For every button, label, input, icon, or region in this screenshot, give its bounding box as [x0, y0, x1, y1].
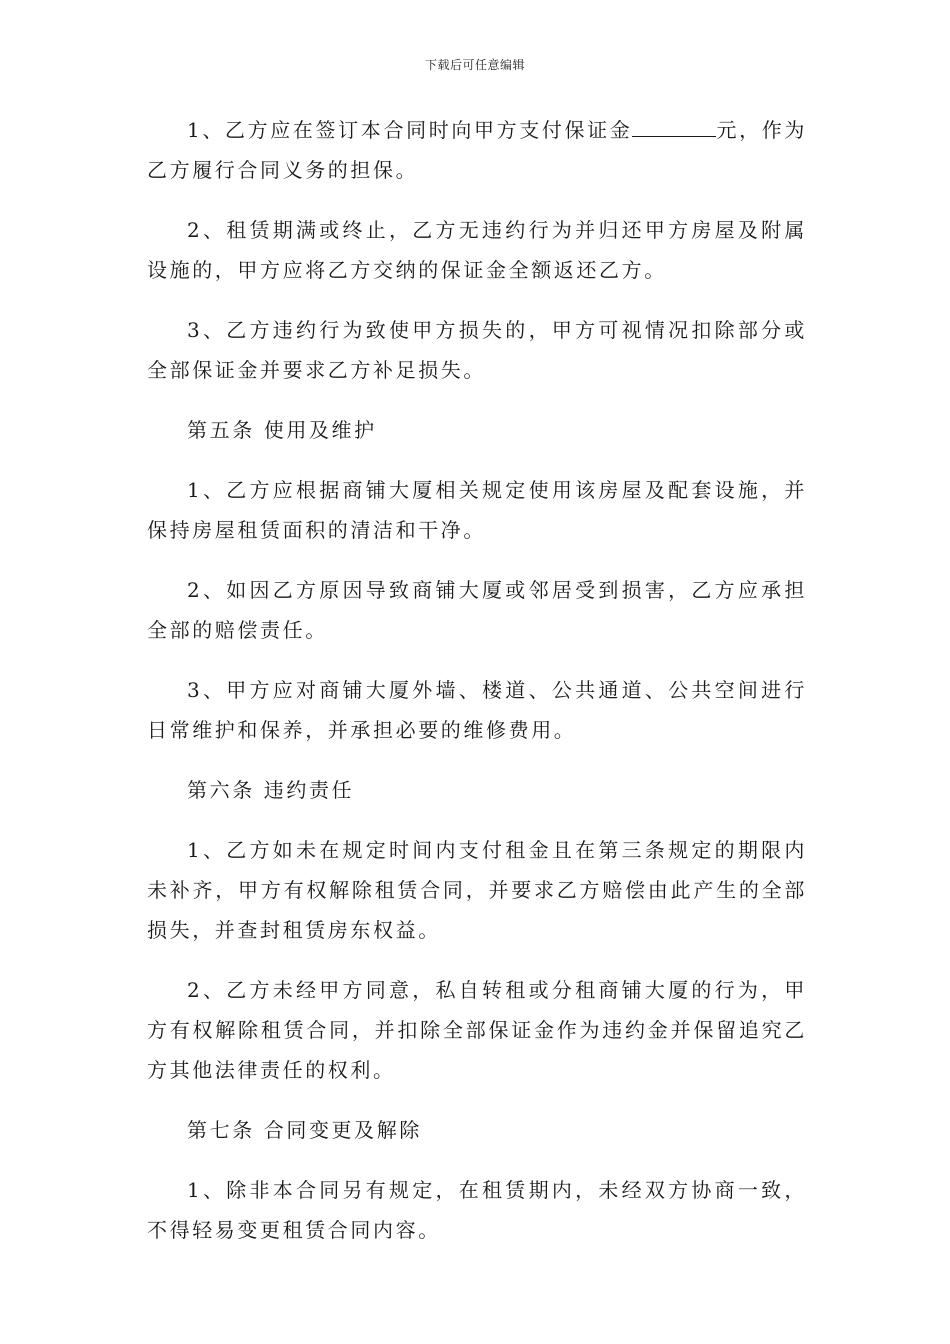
article-7-title: 第七条 合同变更及解除 — [187, 1118, 422, 1142]
deposit-amount-blank — [632, 114, 716, 137]
article-6-clause-2: 2、乙方未经甲方同意，私自转租或分租商铺大厦的行为，甲方有权解除租赁合同，并扣除全部保证金作为违约金并保留追究乙方其他法律责任的权利。 — [147, 978, 807, 1082]
article-5-clause-2: 2、如因乙方原因导致商铺大厦或邻居受到损害，乙方应承担全部的赔偿责任。 — [147, 578, 807, 642]
deposit-clause-1-after: 元，作为乙方履行合同义务的担保。 — [147, 118, 807, 182]
deposit-clause-1 — [147, 110, 807, 190]
article-5-clause-3: 3、甲方应对商铺大厦外墙、楼道、公共通道、公共空间进行日常维护和保养，并承担必要的维修费用。 — [147, 678, 807, 742]
page-header: 下载后可任意编辑 — [424, 58, 525, 72]
article-6-clause-1: 1、乙方如未在规定时间内支付租金且在第三条规定的期限内未补齐，甲方有权解除租赁合同，并要求乙方赔偿由此产生的全部损失，并查封租赁房东权益。 — [147, 838, 807, 942]
deposit-clause-1-before: 1、乙方应在签订本合同时向甲方支付保证金 — [187, 118, 633, 142]
article-5-clause-1: 1、乙方应根据商铺大厦相关规定使用该房屋及配套设施，并保持房屋租赁面积的清洁和干净。 — [147, 478, 807, 542]
document-body — [147, 110, 807, 1270]
article-6-title: 第六条 违约责任 — [187, 778, 355, 802]
deposit-clause-3: 3、乙方违约行为致使甲方损失的，甲方可视情况扣除部分或全部保证金并要求乙方补足损失。 — [147, 318, 807, 382]
article-5-title: 第五条 使用及维护 — [187, 418, 377, 442]
deposit-clause-2: 2、租赁期满或终止，乙方无违约行为并归还甲方房屋及附属设施的，甲方应将乙方交纳的保证金全额返还乙方。 — [147, 218, 807, 282]
article-7-clause-1: 1、除非本合同另有规定，在租赁期内，未经双方协商一致，不得轻易变更租赁合同内容。 — [147, 1178, 807, 1242]
